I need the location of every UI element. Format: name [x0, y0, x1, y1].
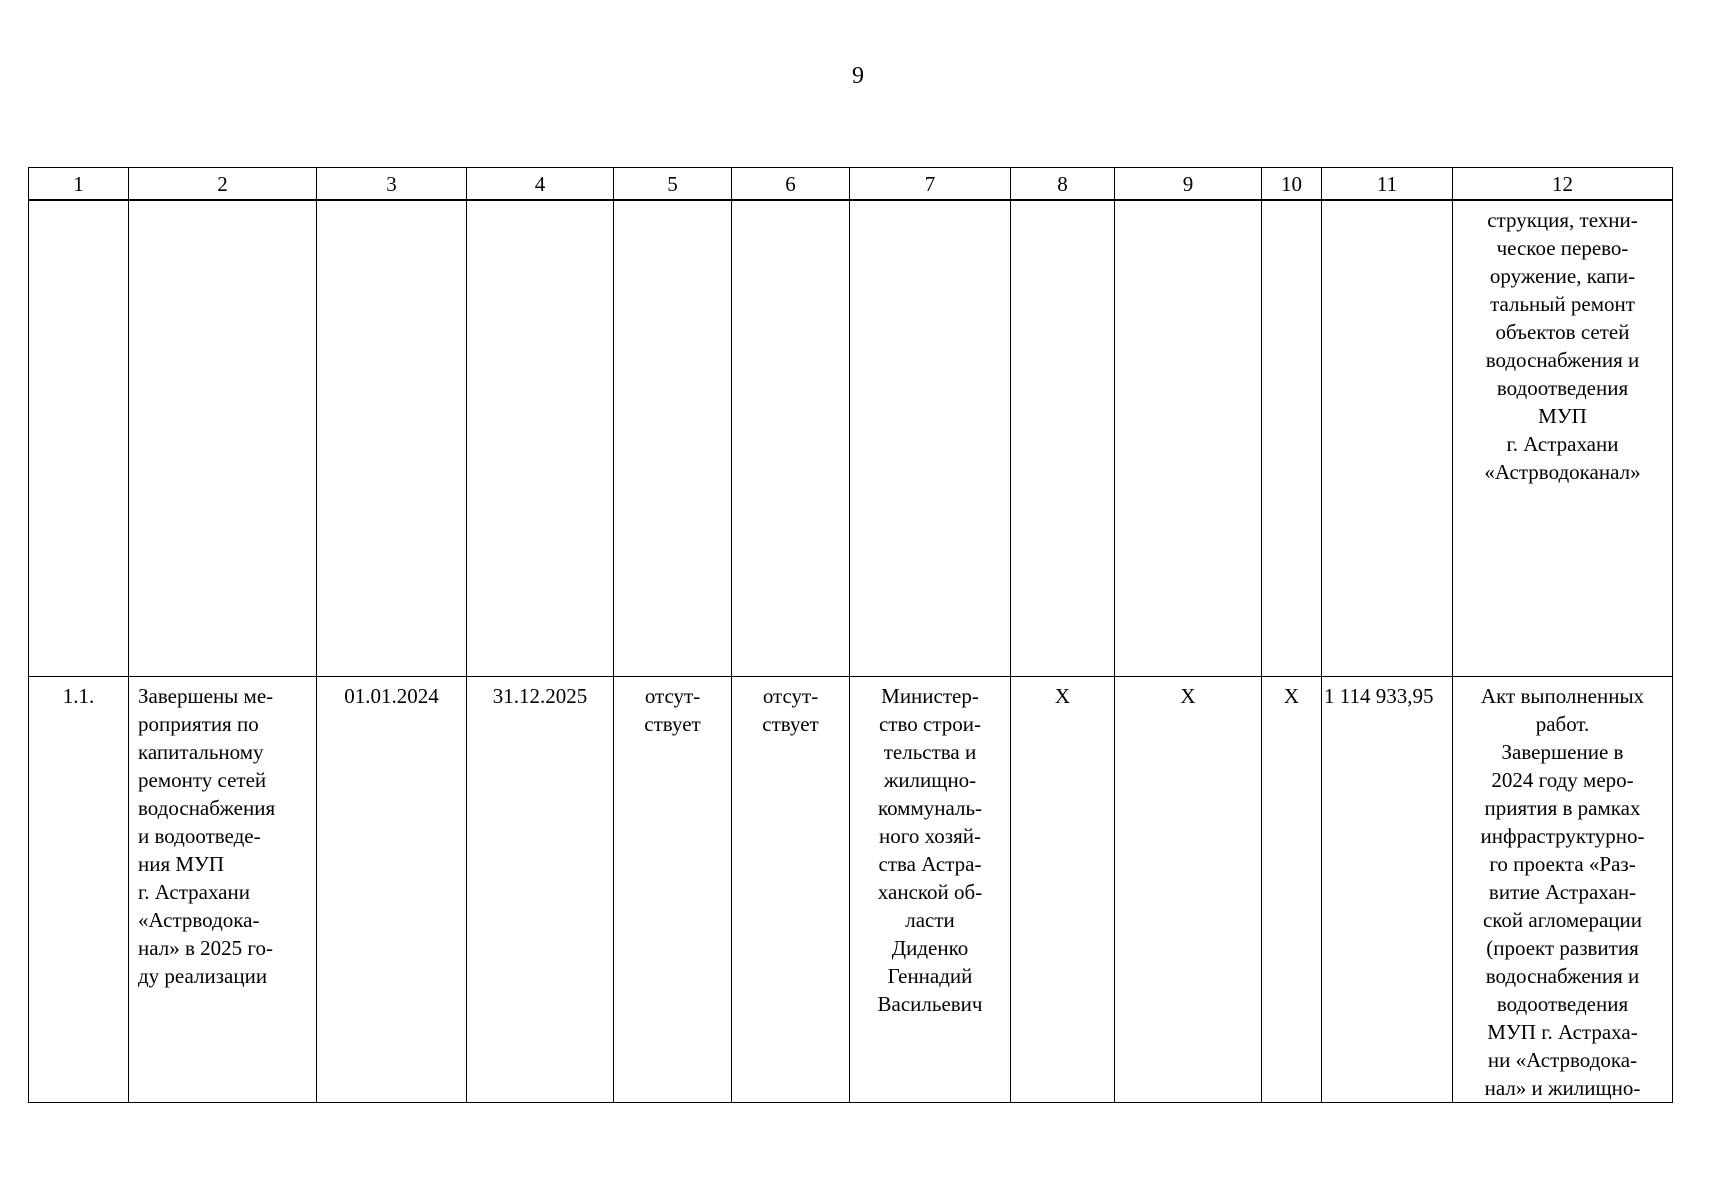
column-header-2: 2 [129, 168, 317, 201]
table-cell-item-number [29, 677, 129, 1103]
table-cell-col10 [1262, 677, 1322, 1103]
column-header-12: 12 [1453, 168, 1673, 201]
table-cell-empty [850, 200, 1011, 677]
page-number: 9 [852, 63, 864, 89]
table-cell-end-date [467, 677, 614, 1103]
col8-value: X [1054, 684, 1071, 708]
table-cell-empty [1115, 200, 1262, 677]
column-header-10: 10 [1262, 168, 1322, 201]
col9-value: X [1180, 684, 1196, 708]
result-continued-text: струкция, техни- ческое перево- оружение, капи- тальный ремонт объектов сетей водоснабжения и водоотведения МУП г. Астрахани «Астрводоканал» [1484, 208, 1641, 484]
table-cell-result-continued [1453, 200, 1673, 677]
table-cell-empty [732, 200, 850, 677]
column-header-6: 6 [732, 168, 850, 201]
table-row-item-1-1 [29, 677, 1673, 1103]
table-cell-empty [129, 200, 317, 677]
col6-value: отсут- ствует [762, 684, 819, 736]
table-cell-empty [317, 200, 467, 677]
table-cell-empty [1322, 200, 1453, 677]
amount-value: 1 114 933,95 [1324, 684, 1434, 708]
table-row-continuation [29, 200, 1673, 677]
col5-value: отсут- ствует [644, 684, 701, 736]
table-cell-col6 [732, 677, 850, 1103]
table-cell-result [1453, 677, 1673, 1103]
column-header-8: 8 [1011, 168, 1115, 201]
table-cell-col9 [1115, 677, 1262, 1103]
table-cell-empty [467, 200, 614, 677]
table-cell-empty [29, 200, 129, 677]
table-cell-col8 [1011, 677, 1115, 1103]
responsible-executor: Министер- ство строи- тельства и жилищно- коммуналь- ного хозяй- ства Астра- ханской об- ласти Диденко Геннадий Васильевич [877, 684, 983, 1016]
table-cell-start-date [317, 677, 467, 1103]
table-cell-col5 [614, 677, 732, 1103]
item-number: 1.1. [62, 684, 95, 708]
column-header-3: 3 [317, 168, 467, 201]
table-cell-responsible [850, 677, 1011, 1103]
column-header-5: 5 [614, 168, 732, 201]
result-text: Акт выполненных работ. Завершение в 2024 году меро- приятия в рамках инфраструктурно- го проекта «Раз- витие Астрахан- ской агломерации (проект развития водоснабжения и водоотведения МУП г. Астраха- ни «Астрводока- нал» и жилищно- [1480, 684, 1645, 1100]
column-header-4: 4 [467, 168, 614, 201]
column-header-7: 7 [850, 168, 1011, 201]
table-cell-amount [1322, 677, 1453, 1103]
column-header-11: 11 [1322, 168, 1453, 201]
measures-table [28, 167, 1673, 1103]
end-date: 31.12.2025 [492, 684, 588, 708]
table-cell-empty [1011, 200, 1115, 677]
table-header-row [29, 168, 1673, 201]
table-cell-item-description [129, 677, 317, 1103]
column-header-9: 9 [1115, 168, 1262, 201]
col10-value: X [1283, 684, 1300, 708]
table-cell-empty [1262, 200, 1322, 677]
column-header-1: 1 [29, 168, 129, 201]
table-cell-empty [614, 200, 732, 677]
item-description: Завершены ме- роприятия по капитальному ремонту сетей водоснабжения и водоотведе- ния МУП г. Астрахани «Астрводока- нал» в 2025 го- ду реализации [138, 684, 276, 988]
start-date: 01.01.2024 [344, 684, 439, 708]
